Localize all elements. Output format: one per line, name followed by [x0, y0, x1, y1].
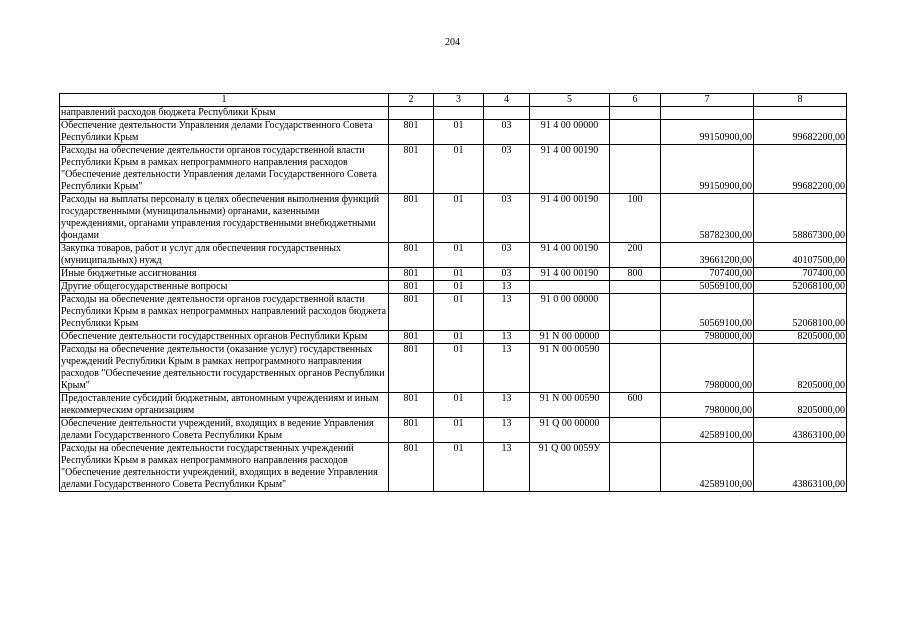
target-article-cell: 91 4 00 00190: [530, 268, 610, 281]
amount-year1-cell: 7980000,00: [661, 331, 754, 344]
table-row: [60, 243, 847, 268]
section-cell: 01: [434, 120, 484, 145]
section-cell: 01: [434, 393, 484, 418]
section-cell: 01: [434, 294, 484, 331]
target-article-cell: 91 4 00 00190: [530, 243, 610, 268]
column-header: 8: [754, 94, 847, 107]
code-gov-cell: 801: [389, 281, 434, 294]
target-article-cell: 91 N 00 00590: [530, 344, 610, 393]
expense-type-cell: 200: [610, 243, 661, 268]
subsection-cell: 03: [484, 268, 530, 281]
code-gov-cell: 801: [389, 418, 434, 443]
amount-year1-cell: 50569100,00: [661, 281, 754, 294]
amount-year2-cell: 8205000,00: [754, 393, 847, 418]
subsection-cell: 03: [484, 120, 530, 145]
amount-year1-cell: 7980000,00: [661, 344, 754, 393]
expense-type-cell: [610, 145, 661, 194]
row-name-cell: Расходы на обеспечение деятельности (оказание услуг) государственных учреждений Республики Крым в рамках непрограммного направления расходов "Обеспечение деятельности государственных органов Республики Крым": [60, 344, 389, 393]
section-cell: 01: [434, 145, 484, 194]
amount-year2-cell: 40107500,00: [754, 243, 847, 268]
subsection-cell: 13: [484, 331, 530, 344]
code-gov-cell: 801: [389, 344, 434, 393]
target-article-cell: [530, 281, 610, 294]
code-gov-cell: [389, 107, 434, 120]
code-gov-cell: 801: [389, 294, 434, 331]
section-cell: 01: [434, 443, 484, 492]
subsection-cell: [484, 107, 530, 120]
amount-year2-cell: 8205000,00: [754, 331, 847, 344]
table-row: [60, 120, 847, 145]
section-cell: 01: [434, 418, 484, 443]
table-row: [60, 268, 847, 281]
section-cell: [434, 107, 484, 120]
target-article-cell: 91 Q 00 0059У: [530, 443, 610, 492]
table-row: [60, 393, 847, 418]
amount-year1-cell: 58782300,00: [661, 194, 754, 243]
target-article-cell: 91 4 00 00000: [530, 120, 610, 145]
table-row: [60, 194, 847, 243]
column-header: 1: [60, 94, 389, 107]
code-gov-cell: 801: [389, 268, 434, 281]
amount-year2-cell: 58867300,00: [754, 194, 847, 243]
amount-year1-cell: 42589100,00: [661, 443, 754, 492]
expense-type-cell: 600: [610, 393, 661, 418]
code-gov-cell: 801: [389, 194, 434, 243]
row-name-cell: направлений расходов бюджета Республики Крым: [60, 107, 389, 120]
amount-year1-cell: 42589100,00: [661, 418, 754, 443]
row-name-cell: Расходы на обеспечение деятельности органов государственной власти Республики Крым в рамках непрограммных направлений расходов бюджета Республики Крым: [60, 294, 389, 331]
row-name-cell: Предоставление субсидий бюджетным, автономным учреждениям и иным некоммерческим организациям: [60, 393, 389, 418]
column-header: 5: [530, 94, 610, 107]
table-row: [60, 443, 847, 492]
target-article-cell: [530, 107, 610, 120]
expense-type-cell: [610, 281, 661, 294]
target-article-cell: 91 Q 00 00000: [530, 418, 610, 443]
amount-year1-cell: 39661200,00: [661, 243, 754, 268]
target-article-cell: 91 0 00 00000: [530, 294, 610, 331]
amount-year2-cell: [754, 107, 847, 120]
amount-year2-cell: 52068100,00: [754, 294, 847, 331]
code-gov-cell: 801: [389, 443, 434, 492]
subsection-cell: 03: [484, 243, 530, 268]
table-row: [60, 344, 847, 393]
section-cell: 01: [434, 344, 484, 393]
subsection-cell: 13: [484, 281, 530, 294]
column-header: 7: [661, 94, 754, 107]
subsection-cell: 13: [484, 294, 530, 331]
row-name-cell: Другие общегосударственные вопросы: [60, 281, 389, 294]
table-row: [60, 145, 847, 194]
amount-year2-cell: 99682200,00: [754, 145, 847, 194]
subsection-cell: 13: [484, 418, 530, 443]
row-name-cell: Закупка товаров, работ и услуг для обеспечения государственных (муниципальных) нужд: [60, 243, 389, 268]
column-header: 6: [610, 94, 661, 107]
expense-type-cell: [610, 294, 661, 331]
code-gov-cell: 801: [389, 243, 434, 268]
expense-type-cell: [610, 418, 661, 443]
target-article-cell: 91 N 00 00000: [530, 331, 610, 344]
expense-type-cell: 100: [610, 194, 661, 243]
row-name-cell: Расходы на обеспечение деятельности органов государственной власти Республики Крым в рамках непрограммного направления расходов "Обеспечение деятельности Управления делами Государственного Совета Республики Крым": [60, 145, 389, 194]
section-cell: 01: [434, 281, 484, 294]
amount-year2-cell: 707400,00: [754, 268, 847, 281]
table-body: [60, 94, 847, 492]
code-gov-cell: 801: [389, 331, 434, 344]
row-name-cell: Обеспечение деятельности учреждений, входящих в ведение Управления делами Государственного Совета Республики Крым: [60, 418, 389, 443]
row-name-cell: Иные бюджетные ассигнования: [60, 268, 389, 281]
table-row: [60, 281, 847, 294]
code-gov-cell: 801: [389, 120, 434, 145]
subsection-cell: 13: [484, 393, 530, 418]
expense-type-cell: [610, 107, 661, 120]
amount-year1-cell: 99150900,00: [661, 120, 754, 145]
row-name-cell: Обеспечение деятельности Управления делами Государственного Совета Республики Крым: [60, 120, 389, 145]
table-row: [60, 294, 847, 331]
table-header-row: [60, 94, 847, 107]
subsection-cell: 03: [484, 194, 530, 243]
table-row: [60, 331, 847, 344]
column-header: 4: [484, 94, 530, 107]
table-row: [60, 418, 847, 443]
amount-year1-cell: 707400,00: [661, 268, 754, 281]
page-number: 204: [445, 37, 460, 48]
row-name-cell: Расходы на выплаты персоналу в целях обеспечения выполнения функций государственными (муниципальными) органами, казенными учреждениями, органами управления государственными внебюджетными фондами: [60, 194, 389, 243]
amount-year1-cell: 7980000,00: [661, 393, 754, 418]
expense-type-cell: [610, 331, 661, 344]
code-gov-cell: 801: [389, 393, 434, 418]
row-name-cell: Обеспечение деятельности государственных органов Республики Крым: [60, 331, 389, 344]
expense-type-cell: 800: [610, 268, 661, 281]
subsection-cell: 13: [484, 443, 530, 492]
budget-table: [59, 93, 847, 492]
amount-year1-cell: 99150900,00: [661, 145, 754, 194]
amount-year2-cell: 8205000,00: [754, 344, 847, 393]
target-article-cell: 91 4 00 00190: [530, 145, 610, 194]
amount-year2-cell: 52068100,00: [754, 281, 847, 294]
amount-year2-cell: 43863100,00: [754, 443, 847, 492]
section-cell: 01: [434, 331, 484, 344]
subsection-cell: 13: [484, 344, 530, 393]
code-gov-cell: 801: [389, 145, 434, 194]
expense-type-cell: [610, 120, 661, 145]
target-article-cell: 91 4 00 00190: [530, 194, 610, 243]
row-name-cell: Расходы на обеспечение деятельности государственных учреждений Республики Крым в рамках непрограммного направления расходов "Обеспечение деятельности учреждений, входящих в ведение Управления делами Государственного Совета Республики Крым": [60, 443, 389, 492]
expense-type-cell: [610, 344, 661, 393]
section-cell: 01: [434, 243, 484, 268]
expense-type-cell: [610, 443, 661, 492]
amount-year2-cell: 43863100,00: [754, 418, 847, 443]
column-header: 2: [389, 94, 434, 107]
amount-year1-cell: [661, 107, 754, 120]
section-cell: 01: [434, 194, 484, 243]
subsection-cell: 03: [484, 145, 530, 194]
section-cell: 01: [434, 268, 484, 281]
table-row: [60, 107, 847, 120]
amount-year2-cell: 99682200,00: [754, 120, 847, 145]
column-header: 3: [434, 94, 484, 107]
amount-year1-cell: 50569100,00: [661, 294, 754, 331]
target-article-cell: 91 N 00 00590: [530, 393, 610, 418]
